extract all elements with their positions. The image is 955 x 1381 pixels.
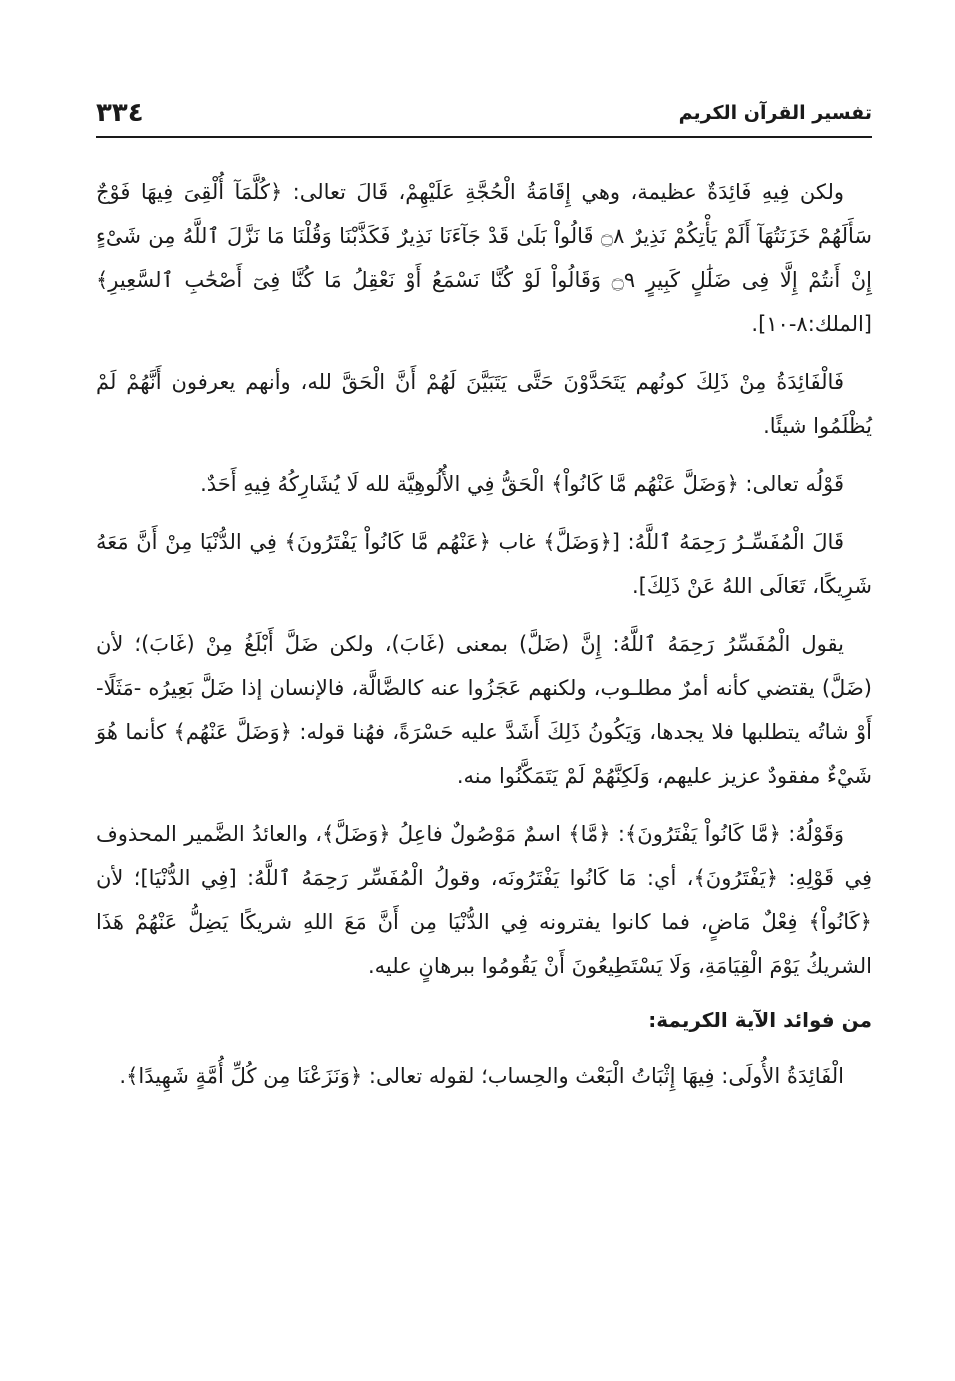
- benefit-paragraph: الْفَائِدَةُ الأُولَى: فِيهَا إِثْبَاتُ الْبَعْث والحِساب؛ لقوله تعالى: ﴿وَنَزَعْنَا مِن كُلِّ أُمَّةٍ شَهِيدًا﴾.: [119, 1064, 844, 1088]
- paragraph-4: قَالَ الْمُفَسِّـرُ رَحِمَهُ ٱللَّهُ: [﴿وَضَلَّ﴾ غاب ﴿عَنْهُم مَّا كَانُواْ يَفْتَرُونَ﴾ فِي الدُّنْيَا مِنْ أَنَّ مَعَهُ شَرِيكًا، تَعَالَى اللهُ عَنْ ذَلِكَ].: [96, 530, 872, 598]
- paragraph-5: يقول الْمُفَسِّرُ رَحِمَهُ ٱللَّهُ: إِنَّ (ضَلَّ) بمعنى (غَابَ)، ولكن ضَلَّ أَبْلَغُ مِنْ (غَابَ)؛ لأن (ضَلَّ) يقتضي كأنه أمرٌ مطلـوب، ولكنهم عَجَزُوا عنه كالضَّالَّة، فالإنسان إذا ضَلَّ بَعِيرُه -مَثَلًا- أَوْ شاتُه يتطلبها فلا يجدها، وَيَكُونُ ذَلِكَ أَشَدَّ عليه حَسْرَةً، فهُنا قوله: ﴿وَضَلَّ عَنْهُم﴾ كأنما هُوَ شَيْءٌ مفقودٌ عزيز عليهم، وَلَكِنَّهُمْ لَمْ يَتَمَكَّنُوا منه.: [96, 632, 872, 788]
- page-header: [96, 96, 872, 136]
- paragraph-3: قَوْلُه تعالى: ﴿وَضَلَّ عَنْهُم مَّا كَانُواْ﴾ الْحَقُّ فِي الأُلُوهِيَّة لله لَا يُشَارِكُهُ فِيهِ أَحَدٌ.: [200, 472, 844, 496]
- page-body: [96, 170, 872, 1112]
- paragraph-6: وَقَوْلُهُ: ﴿مَّا كَانُواْ يَفْتَرُونَ﴾: ﴿مَّا﴾ اسمٌ مَوْصُولٌ فاعِلُ ﴿وَضَلَّ﴾، والعائدُ الضَّمير المحذوف فِي قَوْلِهِ: ﴿يَفْتَرُونَ﴾، أي: مَا كَانُوا يَفْتَرُونَه، وقولُ الْمُفَسِّر رَحِمَهُ ٱللَّهُ: [فِي الدُّنْيَا]؛ لأن ﴿كَانُواْ﴾ فِعْلٌ مَاضٍ، فما كانوا يفترونه فِي الدُّنْيَا مِن أَنَّ مَعَ اللهِ شريكًا يَضِلُّ عَنْهُمْ هَذَا الشريكُ يَوْمَ الْقِيَامَةِ، وَلَا يَسْتَطِيعُونَ أَنْ يَقُومُوا ببرهانٍ عليه.: [96, 822, 872, 978]
- running-title: تفسير القرآن الكريم: [678, 102, 872, 124]
- paragraph-1: ولكن فِيهِ فَائِدَةٌ عظيمة، وهي إِقَامَةُ الْحُجَّةِ عَلَيْهِمْ، قَالَ تعالى: ﴿كُلَّمَآ أُلْقِىَ فِيهَا فَوْجٌ سَأَلَهُمْ خَزَنَتُهَآ أَلَمْ يَأْتِكُمْ نَذِيرٌ ۝٨ قَالُواْ بَلَىٰ قَدْ جَآءَنَا نَذِيرٌ فَكَذَّبْنَا وَقُلْنَا مَا نَزَّلَ ٱللَّهُ مِن شَىْءٍ إِنْ أَنتُمْ إِلَّا فِى ضَلَٰلٍ كَبِيرٍ ۝٩ وَقَالُواْ لَوْ كُنَّا نَسْمَعُ أَوْ نَعْقِلُ مَا كُنَّا فِىٓ أَصْحَٰبِ ٱلسَّعِيرِ﴾ [الملك:٨-١٠].: [96, 180, 872, 336]
- section-heading: من فوائد الآية الكريمة:: [648, 1008, 872, 1032]
- page-number: ٣٣٤: [96, 98, 144, 128]
- header-divider: [96, 136, 872, 138]
- paragraph-2: فَالْفَائِدَةُ مِنْ ذَلِكَ كونُهم يَتَحَدَّوْنَ حَتَّى يَتَبَيَّنَ لَهُمْ أَنَّ الْحَقَّ لله، وأنهم يعرفون أَنَّهُمْ لَمْ يُظْلَمُوا شيئًا.: [96, 370, 872, 438]
